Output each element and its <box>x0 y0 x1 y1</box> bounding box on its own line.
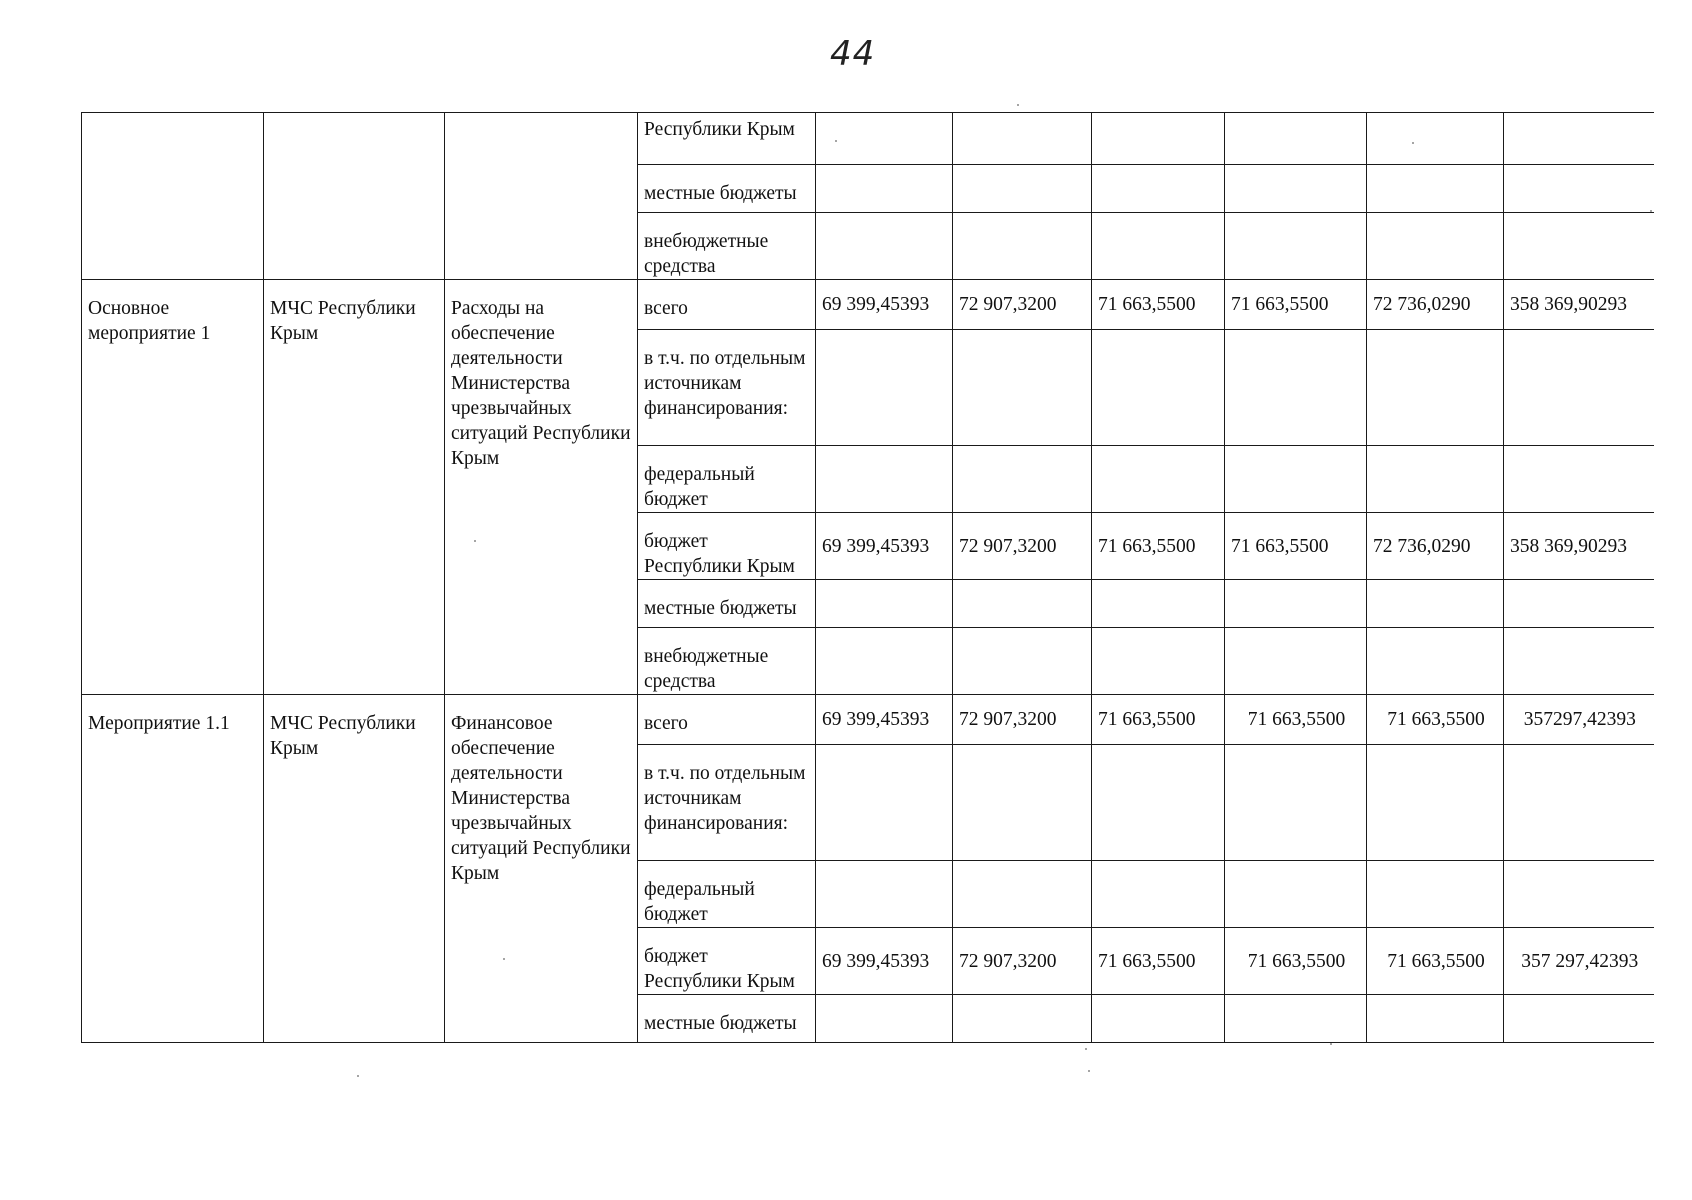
scan-speck <box>1088 1070 1090 1072</box>
value-cell <box>1092 446 1225 513</box>
value-cell <box>953 861 1092 928</box>
value-cell <box>1225 330 1367 446</box>
value-cell <box>1225 995 1367 1043</box>
value-cell: 72 907,3200 <box>953 513 1092 580</box>
table-row <box>82 695 1654 745</box>
value-cell <box>1504 995 1654 1043</box>
value-cell <box>816 628 953 695</box>
description-cell: Финансовое обеспечение деятельности Министерства чрезвычайных ситуаций Республики Крым <box>445 695 638 1043</box>
description-cell <box>445 113 638 280</box>
source-cell: бюджет Республики Крым <box>638 928 816 995</box>
scan-speck <box>1412 142 1414 144</box>
value-cell: 69 399,45393 <box>816 695 953 745</box>
value-cell <box>1225 165 1367 213</box>
scan-speck <box>1085 1048 1087 1050</box>
value-cell: 72 736,0290 <box>1367 280 1504 330</box>
value-cell <box>1092 745 1225 861</box>
value-cell: 71 663,5500 <box>1092 280 1225 330</box>
value-cell <box>1225 580 1367 628</box>
value-cell <box>953 995 1092 1043</box>
value-cell <box>816 330 953 446</box>
scan-speck <box>503 958 505 960</box>
value-cell <box>1504 861 1654 928</box>
value-cell <box>1504 580 1654 628</box>
value-cell <box>1092 861 1225 928</box>
value-cell <box>1504 628 1654 695</box>
value-cell: 69 399,45393 <box>816 280 953 330</box>
value-cell <box>1367 995 1504 1043</box>
source-cell: внебюджетные средства <box>638 213 816 280</box>
value-cell <box>1504 213 1654 280</box>
value-cell <box>953 113 1092 165</box>
value-cell: 69 399,45393 <box>816 928 953 995</box>
value-cell <box>1504 330 1654 446</box>
source-cell: местные бюджеты <box>638 580 816 628</box>
value-cell <box>1092 580 1225 628</box>
value-cell: 71 663,5500 <box>1225 928 1367 995</box>
value-cell <box>816 113 953 165</box>
scan-speck <box>1330 1043 1332 1045</box>
value-cell: 358 369,90293 <box>1504 280 1654 330</box>
scan-speck <box>835 140 837 142</box>
value-cell <box>1092 113 1225 165</box>
value-cell <box>1225 113 1367 165</box>
source-cell: местные бюджеты <box>638 995 816 1043</box>
value-cell: 72 907,3200 <box>953 928 1092 995</box>
page-number: 44 <box>830 34 876 74</box>
value-cell: 71 663,5500 <box>1225 280 1367 330</box>
value-cell: 72 907,3200 <box>953 695 1092 745</box>
value-cell: 357297,42393 <box>1504 695 1654 745</box>
value-cell <box>953 628 1092 695</box>
program-cell <box>82 113 264 280</box>
executor-cell: МЧС Республики Крым <box>264 695 445 1043</box>
value-cell <box>953 745 1092 861</box>
value-cell: 71 663,5500 <box>1225 513 1367 580</box>
value-cell <box>1225 861 1367 928</box>
value-cell <box>816 995 953 1043</box>
value-cell <box>1367 113 1504 165</box>
value-cell <box>816 446 953 513</box>
value-cell: 71 663,5500 <box>1367 695 1504 745</box>
description-cell: Расходы на обеспечение деятельности Министерства чрезвычайных ситуаций Республики Крым <box>445 280 638 695</box>
value-cell <box>816 580 953 628</box>
source-cell: в т.ч. по отдельным источникам финансирования: <box>638 745 816 861</box>
value-cell <box>1504 745 1654 861</box>
executor-cell: МЧС Республики Крым <box>264 280 445 695</box>
source-cell: федеральный бюджет <box>638 861 816 928</box>
value-cell: 72 907,3200 <box>953 280 1092 330</box>
value-cell <box>1504 113 1654 165</box>
value-cell <box>953 330 1092 446</box>
value-cell <box>816 213 953 280</box>
scan-speck <box>1017 104 1019 106</box>
value-cell <box>1367 745 1504 861</box>
value-cell <box>1092 165 1225 213</box>
value-cell <box>1092 213 1225 280</box>
program-name-cell: Мероприятие 1.1 <box>82 695 264 1043</box>
value-cell <box>1367 628 1504 695</box>
scan-speck <box>1650 210 1652 212</box>
source-cell: Республики Крым <box>638 113 816 165</box>
source-cell: в т.ч. по отдельным источникам финансирования: <box>638 330 816 446</box>
value-cell: 71 663,5500 <box>1092 695 1225 745</box>
table-row <box>82 113 1654 165</box>
value-cell: 357 297,42393 <box>1504 928 1654 995</box>
value-cell <box>1225 213 1367 280</box>
value-cell: 71 663,5500 <box>1092 928 1225 995</box>
value-cell <box>1504 446 1654 513</box>
value-cell <box>1504 165 1654 213</box>
source-cell: всего <box>638 695 816 745</box>
value-cell <box>1367 330 1504 446</box>
value-cell: 71 663,5500 <box>1367 928 1504 995</box>
executor-cell <box>264 113 445 280</box>
value-cell <box>1367 861 1504 928</box>
value-cell <box>953 580 1092 628</box>
source-cell: всего <box>638 280 816 330</box>
program-name-cell: Основное мероприятие 1 <box>82 280 264 695</box>
table-row <box>82 280 1654 330</box>
value-cell: 69 399,45393 <box>816 513 953 580</box>
value-cell: 71 663,5500 <box>1092 513 1225 580</box>
value-cell <box>953 446 1092 513</box>
value-cell <box>1367 165 1504 213</box>
value-cell <box>816 745 953 861</box>
value-cell <box>953 165 1092 213</box>
value-cell: 358 369,90293 <box>1504 513 1654 580</box>
value-cell <box>816 861 953 928</box>
value-cell <box>1092 330 1225 446</box>
budget-table <box>81 112 1654 1043</box>
source-cell: федеральный бюджет <box>638 446 816 513</box>
scan-speck <box>474 540 476 542</box>
value-cell <box>953 213 1092 280</box>
value-cell: 71 663,5500 <box>1225 695 1367 745</box>
source-cell: внебюджетные средства <box>638 628 816 695</box>
value-cell <box>1367 446 1504 513</box>
source-cell: местные бюджеты <box>638 165 816 213</box>
value-cell <box>1225 628 1367 695</box>
value-cell: 72 736,0290 <box>1367 513 1504 580</box>
value-cell <box>1092 628 1225 695</box>
value-cell <box>1225 446 1367 513</box>
value-cell <box>816 165 953 213</box>
value-cell <box>1367 213 1504 280</box>
source-cell: бюджет Республики Крым <box>638 513 816 580</box>
value-cell <box>1367 580 1504 628</box>
scan-speck <box>357 1075 359 1077</box>
value-cell <box>1092 995 1225 1043</box>
value-cell <box>1225 745 1367 861</box>
